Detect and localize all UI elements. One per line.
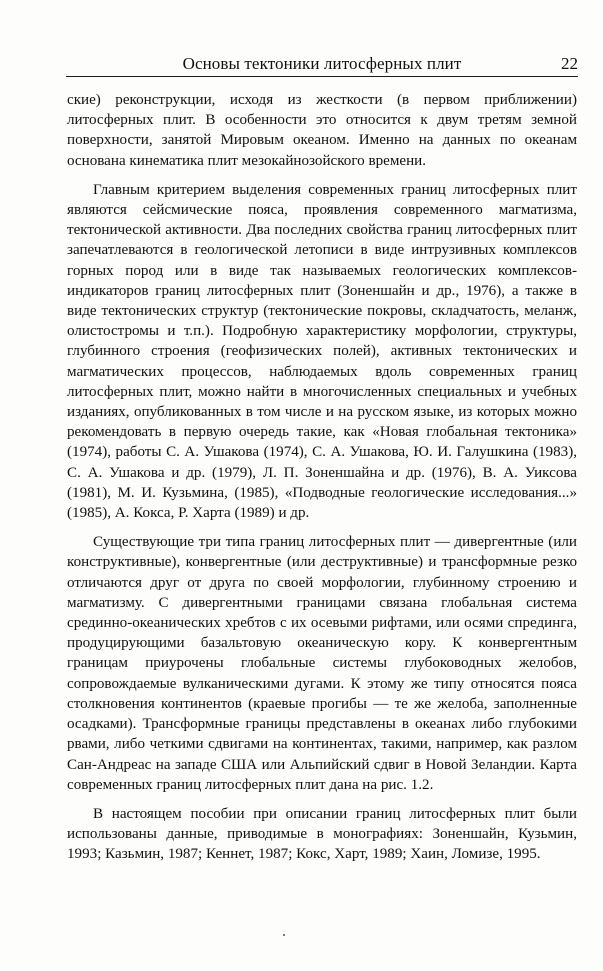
paragraph-continuation: ские) реконструкции, исходя из жесткости (в первом приближении) литосферных плит. В особенности это относится к двум третям земной поверхности, занятой Мировым океаном. Именно на данных по океанам основана кинематика плит мезокайнозойского времени.	[67, 92, 577, 169]
running-header	[66, 54, 578, 77]
paragraph-boundary-types: Существующие три типа границ литосферных плит — дивергентные (или конструктивные), конвергентные (или деструктивные) и трансформные резко отличаются друг от друга по своей морфологии, глубинному строению и магматизму. С дивергентными границами связана глобальная система срединно-океанических хребтов с их осевыми рифтами, или осями спрединга, продуцирующими базальтовую океаническую кору. К конвергентным границам приурочены глобальные системы глубоководных желобов, сопровождаемые вулканическими дугами. К этому же типу относятся пояса столкновения континентов (краевые прогибы — те же желоба, заполненные осадками). Трансформные границы представлены в океанах либо глубокими рвами, либо четкими сдвигами на континентах, такими, например, как разлом Сан-Андреас на западе США или Альпийский сдвиг в Новой Зеландии. Карта современных границ литосферных плит дана на рис. 1.2.	[67, 534, 577, 793]
paragraph-plate-boundary-criteria: Главным критерием выделения современных границ литосферных плит являются сейсмические пояса, проявления современного магматизма, тектонической активности. Два последних свойства границ литосферных плит запечатлеваются в геологической летописи в виде интрузивных комплексов горных пород или в виде так называемых геологических комплексов-индикаторов границ литосферных плит (Зоненшайн и др., 1976), а также в виде тектонических структур (тектонические покровы, складчатость, меланж, олистостромы и т.п.). Подробную характеристику морфологии, структуры, глубинного строения (геофизических полей), активных тектонических и магматических процессов, наблюдаемых вдоль современных границ литосферных плит, можно найти в многочисленных специальных и учебных изданиях, опубликованных в том числе и на русском языке, из которых можно рекомендовать в первую очередь такие, как «Новая глобальная тектоника» (1974), работы С. А. Ушакова (1974), С. А. Ушакова, Ю. И. Галушкина (1983), С. А. Ушакова и др. (1979), Л. П. Зоненшайна и др. (1976), В. А. Уиксова (1981), М. И. Кузьмина, (1985), «Подводные геологические исследования...» (1985), А. Кокса, Р. Харта (1989) и др.	[67, 181, 577, 522]
body-text	[67, 90, 577, 865]
running-title: Основы тектоники литосферных плит	[182, 54, 462, 73]
paragraph-sources: В настоящем пособии при описании границ литосферных плит были использованы данные, приводимые в монографиях: Зоненшайн, Кузьмин, 1993; Казьмин, 1987; Кеннет, 1987; Кокс, Харт, 1989; Хаин, Ломизе, 1995.	[67, 805, 577, 863]
page-number: 22	[561, 54, 578, 73]
scan-speck	[283, 934, 285, 936]
